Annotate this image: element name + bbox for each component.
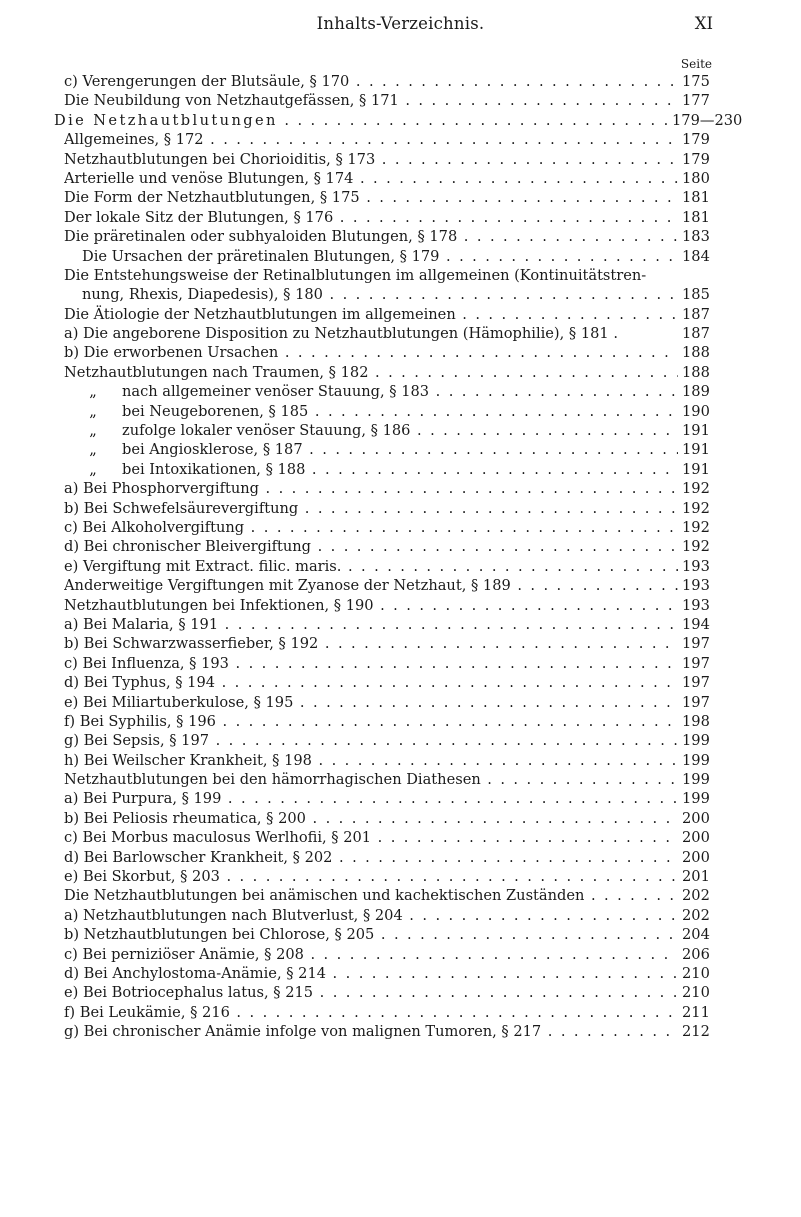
toc-entry-title: c) Verengerungen der Blutsäule, § 170 . . . (64, 73, 697, 90)
toc-entry-page: 185 (678, 285, 742, 304)
toc-entry-page: 184 (678, 247, 742, 266)
toc-entry-title: Anderweitige Vergiftungen mit Zyanose der Netzhaut, § 189 . . . (64, 577, 697, 594)
toc-entry-title: c) Bei perniziöser Anämie, § 208 . . . (64, 946, 697, 963)
page-header (0, 14, 801, 38)
ditto-mark: „ (89, 402, 97, 420)
toc-entry-text (64, 305, 697, 324)
toc-entry (0, 247, 801, 266)
toc-entry-page: 202 (678, 886, 742, 905)
toc-entry-title: e) Vergiftung mit Extract. filic. maris. . . . (64, 558, 697, 575)
toc-entry-page: 191 (678, 421, 742, 440)
toc-entry-page: 181 (678, 188, 742, 207)
toc-entry-title: Die Entstehungsweise der Retinalblutungen im allgemeinen (Kontinuitätstren- (64, 266, 647, 284)
toc-entry-text (64, 537, 697, 556)
toc-entry-title: e) Bei Botriocephalus latus, § 215 . . . (64, 984, 697, 1001)
toc-entry (0, 731, 801, 750)
toc-entry-text (64, 227, 697, 246)
toc-entry-text (64, 906, 697, 925)
toc-entry (0, 382, 801, 401)
toc-entry-title: g) Bei chronischer Anämie infolge von malignen Tumoren, § 217 . . . (64, 1023, 697, 1040)
toc-entry (0, 809, 801, 828)
toc-entry-text (54, 111, 697, 130)
toc-entry-page: 206 (678, 945, 742, 964)
toc-entry (0, 227, 801, 246)
toc-entry-title: f) Bei Syphilis, § 196 . . . (64, 713, 697, 730)
toc-entry-title: nung, Rhexis, Diapedesis), § 180 . . . (82, 286, 697, 303)
toc-entry (0, 654, 801, 673)
toc-entry (0, 208, 801, 227)
toc-entry-title: b) Bei Schwefelsäurevergiftung . . . (64, 500, 697, 517)
toc-entry-text (64, 848, 697, 867)
toc-entry (0, 499, 801, 518)
toc-entry (0, 751, 801, 770)
toc-entry-text (64, 72, 697, 91)
toc-entry-title: d) Bei Barlowscher Krankheit, § 202 . . . (64, 849, 697, 866)
toc-entry-title: a) Bei Purpura, § 199 . . . (64, 790, 697, 807)
toc-entry-text (64, 440, 697, 459)
toc-entry (0, 91, 801, 110)
toc-entry-title: a) Bei Phosphorvergiftung . . . (64, 480, 697, 497)
toc-entry-page: 183 (678, 227, 742, 246)
toc-entry-title: Die Netzhautblutungen bei anämischen und kachektischen Zuständen . . . (64, 887, 697, 904)
toc-entry-text (64, 770, 697, 789)
toc-entry-title: Der lokale Sitz der Blutungen, § 176 . . . (64, 209, 697, 226)
toc-entry-title: Netzhautblutungen nach Traumen, § 182 . . . (64, 364, 697, 381)
toc-entry-text (64, 499, 697, 518)
toc-entry-title: d) Bei Typhus, § 194 . . . (64, 674, 697, 691)
toc-entry (0, 848, 801, 867)
toc-entry-page: 179 (678, 150, 742, 169)
toc-entry-title: nach allgemeiner venöser Stauung, § 183 . . . (122, 383, 697, 400)
toc-entry-page: 200 (678, 809, 742, 828)
toc-entry (0, 867, 801, 886)
toc-entry-page: 188 (678, 363, 742, 382)
toc-entry-title: a) Netzhautblutungen nach Blutverlust, § 204 . . . (64, 907, 697, 924)
toc-entry-page: 188 (678, 343, 742, 362)
toc-entry-page: 192 (678, 479, 742, 498)
toc-entry-text (64, 615, 697, 634)
toc-entry-title: d) Bei Anchylostoma-Anämie, § 214 . . . (64, 965, 697, 982)
table-of-contents (0, 72, 801, 1042)
toc-entry-page: 177 (678, 91, 742, 110)
toc-entry-page: 180 (678, 169, 742, 188)
ditto-mark: „ (89, 383, 97, 401)
toc-entry-title: Die Ätiologie der Netzhautblutungen im allgemeinen . . . (64, 306, 697, 323)
toc-entry (0, 324, 801, 343)
toc-entry (0, 886, 801, 905)
toc-entry-title: Die Ursachen der präretinalen Blutungen, § 179 . . . (82, 248, 697, 265)
toc-entry-title: g) Bei Sepsis, § 197 . . . (64, 732, 697, 749)
toc-entry-page: 197 (678, 634, 742, 653)
toc-entry-page: 192 (678, 518, 742, 537)
toc-entry (0, 557, 801, 576)
toc-entry-text (64, 91, 697, 110)
toc-entry-title: b) Bei Schwarzwasserfieber, § 192 . . . (64, 635, 697, 652)
toc-entry-page: 193 (678, 557, 742, 576)
toc-entry-page: 210 (678, 964, 742, 983)
toc-entry-text (64, 596, 697, 615)
toc-entry (0, 770, 801, 789)
toc-entry-page: 194 (678, 615, 742, 634)
toc-entry-text (64, 343, 697, 362)
toc-entry-page: 191 (678, 440, 742, 459)
toc-entry-page: 210 (678, 983, 742, 1002)
toc-entry-page: 201 (678, 867, 742, 886)
toc-entry-page: 193 (678, 576, 742, 595)
toc-entry (0, 673, 801, 692)
toc-entry-page: 197 (678, 654, 742, 673)
toc-entry (0, 615, 801, 634)
toc-entry-title: Netzhautblutungen bei den hämorrhagischen Diathesen . . . (64, 771, 697, 788)
toc-entry (0, 537, 801, 556)
toc-entry-title: b) Netzhautblutungen bei Chlorose, § 205 . . . (64, 926, 697, 943)
toc-entry-text (64, 402, 697, 421)
toc-entry-text (64, 751, 697, 770)
toc-entry-title: a) Die angeborene Disposition zu Netzhautblutungen (Hämophilie), § 181 . (64, 325, 618, 343)
toc-entry-text (64, 324, 697, 343)
toc-entry (0, 188, 801, 207)
ditto-mark: „ (89, 422, 97, 440)
toc-entry-text (64, 266, 697, 285)
toc-entry (0, 479, 801, 498)
toc-entry (0, 576, 801, 595)
toc-entry (0, 828, 801, 847)
toc-entry-text (64, 363, 697, 382)
toc-entry (0, 130, 801, 149)
toc-entry-text (64, 1022, 697, 1041)
toc-entry-page: 200 (678, 848, 742, 867)
toc-entry-page: 187 (678, 324, 742, 343)
toc-entry-text (64, 1003, 697, 1022)
toc-entry-text (64, 169, 697, 188)
toc-entry-title: Die Netzhautblutungen . . . (54, 112, 697, 129)
toc-entry-title: b) Die erworbenen Ursachen . . . (64, 344, 697, 361)
toc-entry (0, 906, 801, 925)
toc-entry-text (64, 925, 697, 944)
toc-entry (0, 518, 801, 537)
toc-entry-text (64, 634, 697, 653)
toc-entry-page: 175 (678, 72, 742, 91)
toc-entry-title: c) Bei Morbus maculosus Werlhofii, § 201 . . . (64, 829, 697, 846)
toc-entry-title: Arterielle und venöse Blutungen, § 174 . . . (64, 170, 697, 187)
page-number: XI (694, 14, 713, 33)
toc-entry-text (64, 867, 697, 886)
toc-entry-page: 193 (678, 596, 742, 615)
toc-entry-text (64, 460, 697, 479)
toc-entry-page: 199 (678, 789, 742, 808)
toc-entry-page: 179—230 (668, 111, 732, 130)
toc-entry-page: 192 (678, 537, 742, 556)
toc-entry-text (64, 130, 697, 149)
toc-entry-text (82, 285, 697, 304)
toc-entry-title: f) Bei Leukämie, § 216 . . . (64, 1004, 697, 1021)
toc-entry-page: 189 (678, 382, 742, 401)
toc-entry-page: 187 (678, 305, 742, 324)
toc-entry (0, 1022, 801, 1041)
toc-entry-title: Netzhautblutungen bei Infektionen, § 190 . . . (64, 597, 697, 614)
toc-entry-text (64, 518, 697, 537)
toc-entry (0, 440, 801, 459)
toc-entry-text (64, 886, 697, 905)
toc-entry (0, 1003, 801, 1022)
toc-entry-page: 200 (678, 828, 742, 847)
toc-entry (0, 983, 801, 1002)
toc-entry-text (64, 983, 697, 1002)
toc-entry (0, 925, 801, 944)
toc-entry (0, 169, 801, 188)
toc-entry (0, 964, 801, 983)
toc-entry-page: 181 (678, 208, 742, 227)
toc-entry-title: bei Neugeborenen, § 185 . . . (122, 403, 697, 420)
toc-entry (0, 343, 801, 362)
toc-entry-page: 190 (678, 402, 742, 421)
toc-entry-title: Netzhautblutungen bei Chorioiditis, § 173 . . . (64, 151, 697, 168)
toc-entry (0, 72, 801, 91)
toc-entry-title: e) Bei Miliartuberkulose, § 195 . . . (64, 694, 697, 711)
toc-entry-title: Allgemeines, § 172 . . . (64, 131, 697, 148)
toc-entry (0, 634, 801, 653)
toc-entry-text (64, 382, 697, 401)
toc-entry-title: d) Bei chronischer Bleivergiftung . . . (64, 538, 697, 555)
toc-entry-text (64, 945, 697, 964)
toc-entry (0, 460, 801, 479)
toc-entry-title: bei Intoxikationen, § 188 . . . (122, 461, 697, 478)
toc-entry (0, 305, 801, 324)
toc-entry (0, 421, 801, 440)
toc-entry-text (64, 654, 697, 673)
page-column-label: Seite (680, 57, 712, 71)
toc-entry (0, 789, 801, 808)
toc-entry-text (64, 828, 697, 847)
toc-entry-page: 197 (678, 693, 742, 712)
toc-entry-title: bei Angiosklerose, § 187 . . . (122, 441, 697, 458)
toc-entry-page: 179 (678, 130, 742, 149)
toc-entry-text (64, 208, 697, 227)
toc-entry-title: Die Neubildung von Netzhautgefässen, § 171 . . . (64, 92, 697, 109)
toc-entry-page: 211 (678, 1003, 742, 1022)
toc-entry-text (64, 693, 697, 712)
toc-entry (0, 945, 801, 964)
toc-entry-title: zufolge lokaler venöser Stauung, § 186 . . . (122, 422, 697, 439)
toc-entry (0, 693, 801, 712)
toc-entry-page: 202 (678, 906, 742, 925)
toc-entry-title: Die präretinalen oder subhyaloiden Blutungen, § 178 . . . (64, 228, 697, 245)
toc-entry (0, 285, 801, 304)
ditto-mark: „ (89, 441, 97, 459)
toc-entry-page: 198 (678, 712, 742, 731)
toc-entry-page: 191 (678, 460, 742, 479)
toc-entry (0, 363, 801, 382)
toc-entry (0, 712, 801, 731)
toc-entry-text (64, 809, 697, 828)
toc-entry-text (64, 964, 697, 983)
toc-entry-page: 197 (678, 673, 742, 692)
toc-entry-text (64, 150, 697, 169)
toc-entry-text (64, 188, 697, 207)
toc-entry (0, 150, 801, 169)
toc-entry-text (64, 576, 697, 595)
toc-entry-text (64, 673, 697, 692)
ditto-mark: „ (89, 460, 97, 478)
toc-entry-title: a) Bei Malaria, § 191 . . . (64, 616, 697, 633)
toc-entry-title: e) Bei Skorbut, § 203 . . . (64, 868, 697, 885)
toc-entry (0, 266, 801, 285)
toc-entry-text (64, 479, 697, 498)
toc-entry-page: 199 (678, 770, 742, 789)
toc-entry-title: h) Bei Weilscher Krankheit, § 198 . . . (64, 752, 697, 769)
toc-entry-text (64, 421, 697, 440)
toc-entry-title: c) Bei Alkoholvergiftung . . . (64, 519, 697, 536)
toc-entry (0, 596, 801, 615)
toc-entry-title: Die Form der Netzhautblutungen, § 175 . . . (64, 189, 697, 206)
toc-entry-title: c) Bei Influenza, § 193 . . . (64, 655, 697, 672)
toc-entry-text (64, 557, 697, 576)
toc-entry (0, 111, 801, 130)
toc-entry-page: 212 (678, 1022, 742, 1041)
running-title: Inhalts-Verzeichnis. (316, 14, 485, 33)
toc-entry-text (82, 247, 697, 266)
toc-entry-page: 192 (678, 499, 742, 518)
toc-entry (0, 402, 801, 421)
toc-entry-page: 199 (678, 751, 742, 770)
toc-entry-page: 204 (678, 925, 742, 944)
toc-entry-text (64, 712, 697, 731)
toc-entry-title: b) Bei Peliosis rheumatica, § 200 . . . (64, 810, 697, 827)
toc-entry-text (64, 789, 697, 808)
toc-entry-page: 199 (678, 731, 742, 750)
toc-entry-text (64, 731, 697, 750)
